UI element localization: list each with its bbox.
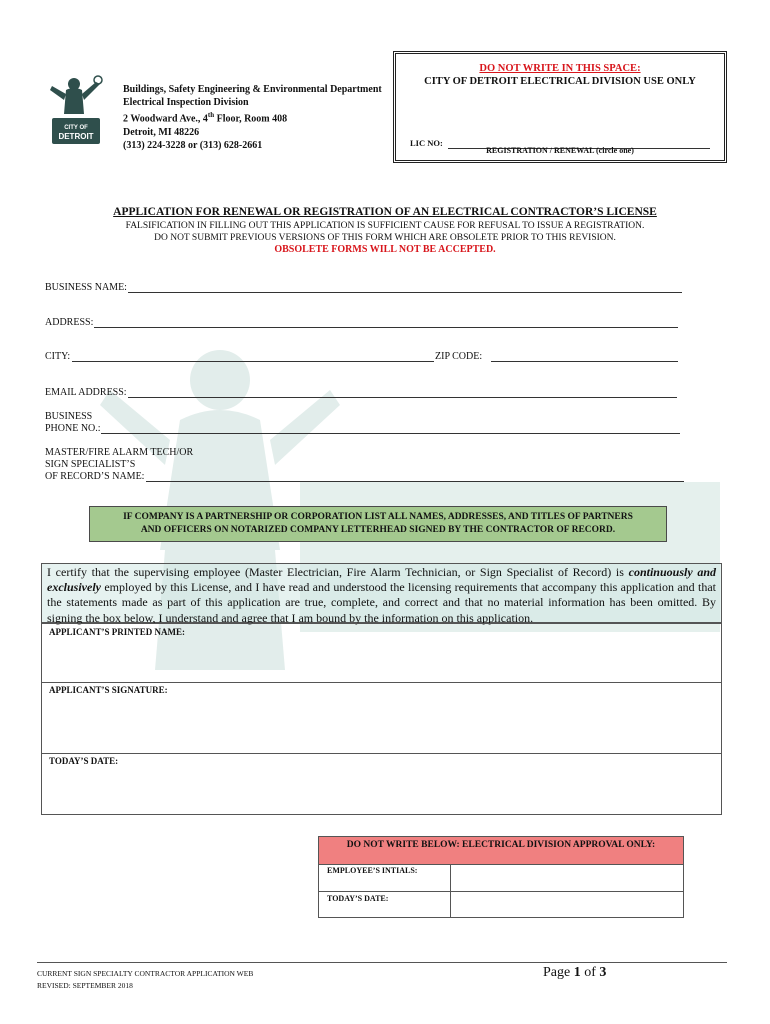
division-use-only-label: CITY OF DETROIT ELECTRICAL DIVISION USE ONLY [424,76,696,87]
footer-divider [37,962,727,963]
dept-phone: (313) 224-3228 or (313) 628-2661 [123,140,263,152]
do-not-write-label: DO NOT WRITE IN THIS SPACE: [479,63,641,74]
zip-row [435,351,482,362]
logo-text-detroit: DETROIT [58,132,94,141]
approval-box [318,836,684,918]
business-name-label: BUSINESS NAME: [45,282,127,293]
city-field[interactable] [72,361,434,362]
city-of-detroit-logo-icon [44,70,108,150]
email-label: EMAIL ADDRESS: [45,387,127,398]
footer-revised: REVISED: SEPTEMBER 2018 [37,981,133,990]
address-field[interactable] [94,327,678,328]
form-title: APPLICATION FOR RENEWAL OR REGISTRATION OF AN ELECTRICAL CONTRACTOR’S LICENSE [113,206,657,218]
page-number: Page 1 of 3 [543,965,607,980]
falsification-notice: FALSIFICATION IN FILLING OUT THIS APPLICATION IS SUFFICIENT CAUSE FOR REFUSAL TO ISSUE A REGISTRATION. [125,221,645,231]
todays-date-label: TODAY’S DATE: [49,756,119,766]
business-name-row [45,282,127,293]
printed-name-field[interactable] [42,638,721,680]
footer-form-name: CURRENT SIGN SPECIALTY CONTRACTOR APPLICATION WEB [37,969,254,978]
applicant-box [41,623,722,815]
address-row [45,317,93,328]
obsolete-notice: OBSOLETE FORMS WILL NOT BE ACCEPTED. [274,244,496,255]
partnership-note: IF COMPANY IS A PARTNERSHIP OR CORPORATION LIST ALL NAMES, ADDRESSES, AND TITLES OF PARTNERS AND OFFICERS ON NOTARIZED COMPANY LETTERHEAD SIGNED BY THE CONTRACTOR OF RECORD. [89,506,667,542]
previous-versions-notice: DO NOT SUBMIT PREVIOUS VERSIONS OF THIS FORM WHICH ARE OBSOLETE PRIOR TO THIS REVISION. [154,233,616,243]
business-name-field[interactable] [128,292,682,293]
email-row [45,387,127,398]
address-label: ADDRESS: [45,317,94,328]
master-name-field[interactable] [146,481,684,482]
approval-header: DO NOT WRITE BELOW: ELECTRICAL DIVISION APPROVAL ONLY: [319,837,683,865]
signature-label: APPLICANT’S SIGNATURE: [49,685,168,695]
logo-text-city: CITY OF [64,125,88,131]
certification-statement: I certify that the supervising employee (Master Electrician, Fire Alarm Technician, or Sign Specialist of Record) is continuously and exclusively employed by this License, and I have read and understood the licensing requirements that accompany this application and that the statements made as part of this application are true, complete, and correct and that no material information has been omitted. By signing the box below, I understand and agree that I am bound by the information on this application. [41,563,722,623]
dept-city: Detroit, MI 48226 [123,126,200,138]
dept-name: Buildings, Safety Engineering & Environmental Department [123,84,382,95]
printed-name-label: APPLICANT’S PRINTED NAME: [49,627,186,637]
registration-renewal-label: REGISTRATION / RENEWAL (circle one) [486,146,634,155]
master-label: MASTER/FIRE ALARM TECH/OR SIGN SPECIALIST’S OF RECORD’S NAME: [45,447,194,482]
lic-no-label: LIC NO: [410,138,443,148]
zip-label: ZIP CODE: [435,351,483,362]
approval-date-field[interactable] [451,892,683,917]
approval-date-label: TODAY’S DATE: [327,894,389,903]
dept-division: Electrical Inspection Division [123,97,249,109]
signature-field[interactable] [42,698,721,750]
todays-date-field[interactable] [42,769,721,813]
employee-initials-label: EMPLOYEE’S INTIALS: [327,866,418,875]
city-row [45,351,70,362]
email-field[interactable] [128,397,677,398]
office-use-box [393,51,727,163]
phone-label: BUSINESS PHONE NO.: [45,411,101,434]
department-info [123,83,382,152]
zip-field[interactable] [491,361,678,362]
dept-street: 2 Woodward Ave., 4th Floor, Room 408 [123,111,288,125]
city-label: CITY: [45,351,71,362]
phone-field[interactable] [101,433,680,434]
certification-emphasis: continuously and exclusively [47,565,716,595]
employee-initials-field[interactable] [451,865,683,890]
